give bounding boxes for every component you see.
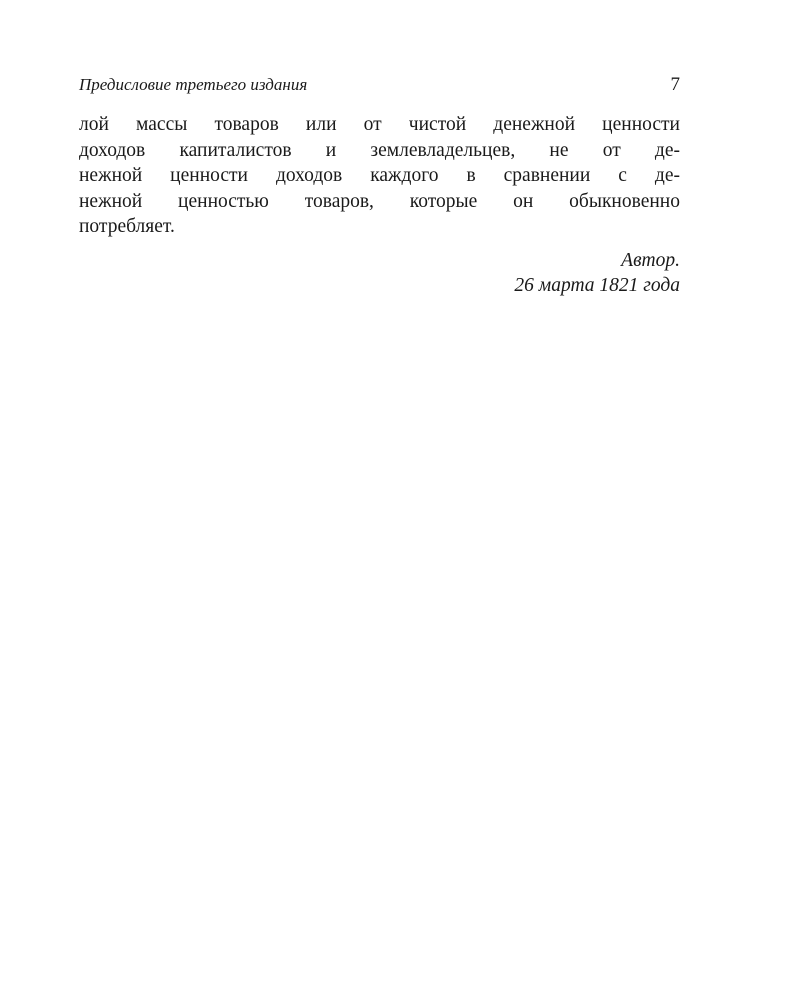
header-title: Предисловие третьего издания: [79, 75, 308, 94]
text-line: доходов капиталистов и землевладельцев, не от де-: [79, 139, 680, 161]
text-line: нежной ценностью товаров, которые он обыкновенно: [79, 190, 680, 212]
body-paragraph: [79, 112, 680, 240]
document-page: [79, 74, 680, 299]
page-number: 7: [670, 74, 680, 95]
running-header: [79, 74, 680, 102]
signature-author: Автор.: [621, 249, 680, 271]
text-line: потребляет.: [79, 216, 175, 237]
signature-block: [79, 248, 680, 299]
text-line: нежной ценности доходов каждого в сравнении с де-: [79, 165, 680, 186]
signature-date: 26 марта 1821 года: [514, 275, 680, 296]
text-line: лой массы товаров или от чистой денежной ценности: [79, 114, 680, 135]
